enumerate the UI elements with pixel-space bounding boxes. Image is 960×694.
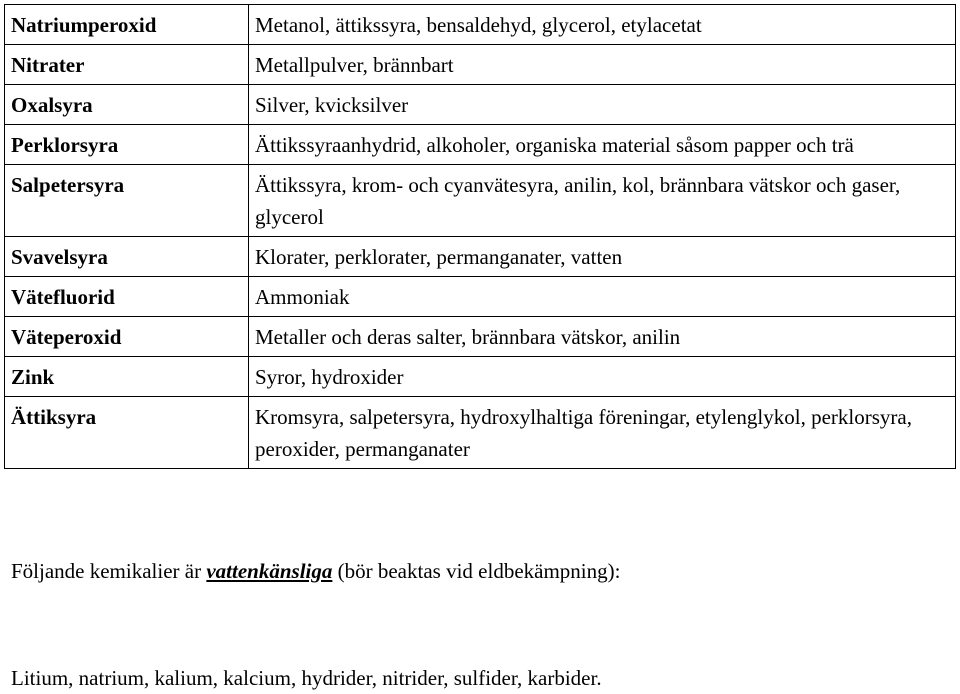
chemical-name: Salpetersyra <box>5 165 249 237</box>
chemical-name: Svavelsyra <box>5 237 249 277</box>
incompatible-substances: Kromsyra, salpetersyra, hydroxylhaltiga föreningar, etylenglykol, perklorsyra, peroxider, permanganater <box>249 397 956 469</box>
table-row <box>5 357 956 397</box>
table-row <box>5 277 956 317</box>
water-sensitive-intro <box>11 556 620 586</box>
table-row <box>5 397 956 469</box>
table-row <box>5 85 956 125</box>
incompatible-substances: Ättikssyraanhydrid, alkoholer, organiska material såsom papper och trä <box>249 125 956 165</box>
table-row <box>5 237 956 277</box>
chemical-name: Natriumperoxid <box>5 5 249 45</box>
incompatible-substances: Ättikssyra, krom- och cyanvätesyra, anilin, kol, brännbara vätskor och gaser, glycerol <box>249 165 956 237</box>
chemical-name: Vätefluorid <box>5 277 249 317</box>
incompatible-substances: Klorater, perklorater, permanganater, vatten <box>249 237 956 277</box>
incompatible-substances: Metanol, ättikssyra, bensaldehyd, glycerol, etylacetat <box>249 5 956 45</box>
incompatible-substances: Ammoniak <box>249 277 956 317</box>
incompatible-substances: Syror, hydroxider <box>249 357 956 397</box>
chemical-name: Ättiksyra <box>5 397 249 469</box>
water-sensitive-list: Litium, natrium, kalium, kalcium, hydrider, nitrider, sulfider, karbider. <box>11 666 602 690</box>
incompatible-substances: Metallpulver, brännbart <box>249 45 956 85</box>
chemical-name: Väteperoxid <box>5 317 249 357</box>
chemical-name: Zink <box>5 357 249 397</box>
table-row <box>5 45 956 85</box>
incompatible-substances: Metaller och deras salter, brännbara vätskor, anilin <box>249 317 956 357</box>
intro-text: Följande kemikalier är <box>11 559 207 583</box>
table-row <box>5 5 956 45</box>
table-row <box>5 165 956 237</box>
chemical-name: Nitrater <box>5 45 249 85</box>
intro-text-suffix: (bör beaktas vid eldbekämpning): <box>332 559 621 583</box>
chemical-name: Perklorsyra <box>5 125 249 165</box>
chemical-incompatibility-table <box>4 4 956 469</box>
chemical-name: Oxalsyra <box>5 85 249 125</box>
table-row <box>5 125 956 165</box>
table-row <box>5 317 956 357</box>
emphasis-water-sensitive: vattenkänsliga <box>206 559 333 583</box>
incompatible-substances: Silver, kvicksilver <box>249 85 956 125</box>
